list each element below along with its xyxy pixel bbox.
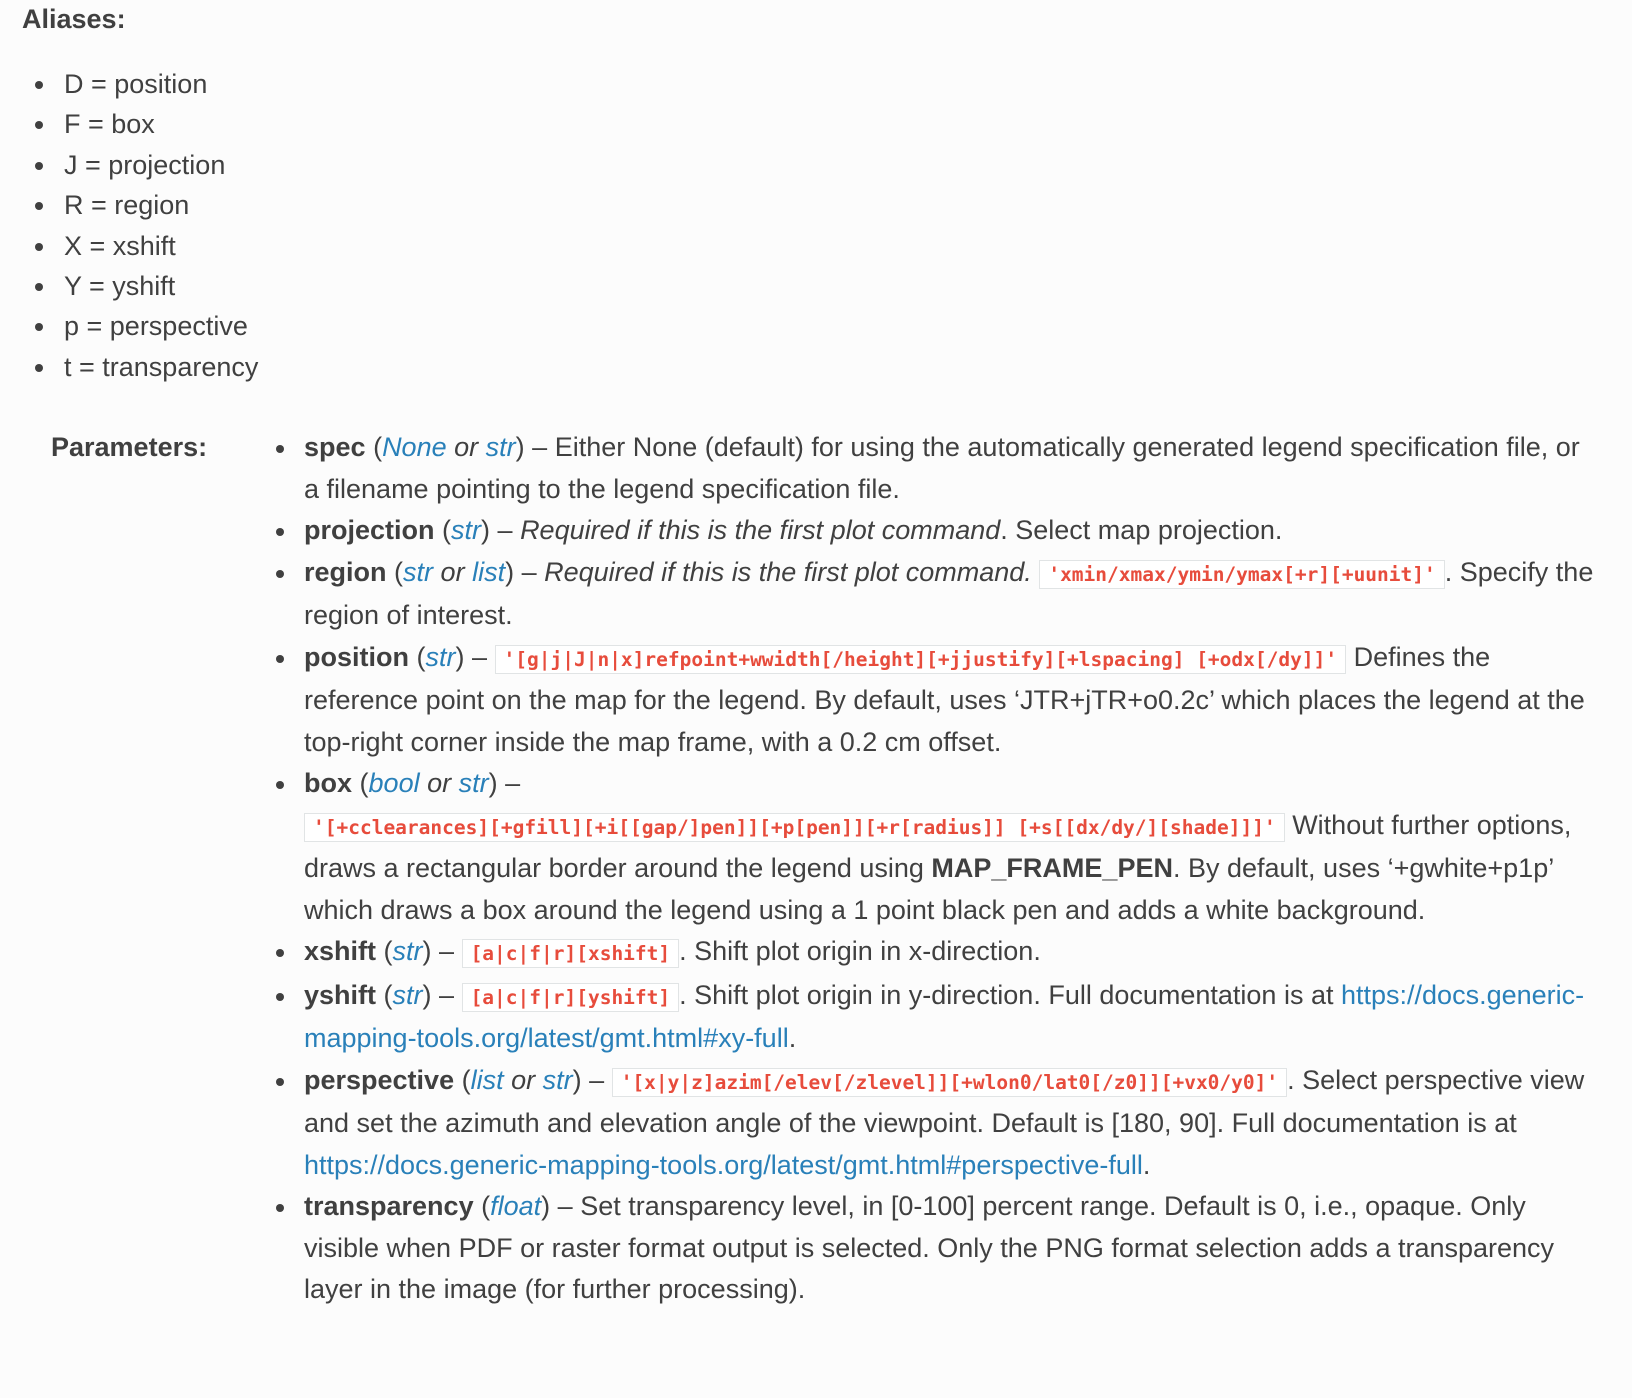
type-link[interactable]: str xyxy=(392,936,423,966)
paren: ( xyxy=(359,768,369,798)
param-region xyxy=(304,552,1594,637)
paren: ) xyxy=(541,1191,551,1221)
dash: – xyxy=(497,768,521,798)
or-text: or xyxy=(454,432,479,462)
paren: ( xyxy=(373,432,383,462)
param-name: xshift xyxy=(304,936,377,966)
param-name: projection xyxy=(304,515,435,545)
param-xshift xyxy=(304,931,1594,975)
or-text: or xyxy=(427,768,452,798)
type-link[interactable]: list xyxy=(472,556,506,587)
paren: ( xyxy=(394,556,404,587)
param-perspective xyxy=(304,1060,1594,1187)
param-yshift xyxy=(304,975,1594,1060)
paren: ( xyxy=(383,979,393,1010)
type-link[interactable]: str xyxy=(451,515,482,545)
paren: ) xyxy=(481,515,491,545)
param-desc: . Shift plot origin in y-direction. Full documentation is at xyxy=(679,979,1334,1010)
param-desc: . Select map projection. xyxy=(1000,515,1283,545)
dash: – xyxy=(581,1064,612,1095)
paren: ( xyxy=(481,1191,491,1221)
param-transparency xyxy=(304,1186,1594,1311)
type-link[interactable]: bool xyxy=(368,768,420,798)
param-projection xyxy=(304,510,1594,552)
paren: ( xyxy=(383,936,393,966)
aliases-title: Aliases: xyxy=(22,4,126,34)
paren: ( xyxy=(416,641,426,672)
type-link[interactable]: float xyxy=(490,1191,542,1221)
param-desc: . By default, uses ‘+gwhite+p1p’ which draws a box around the legend using a 1 point black pen and adds a white background. xyxy=(304,853,1554,925)
code-snippet: '[g|j|J|n|x]refpoint+wwidth[/height][+jjustify][+lspacing] [+odx[/dy]]' xyxy=(495,645,1347,674)
paren: ) xyxy=(455,641,465,672)
param-desc: . Select perspective view and set the azimuth and elevation angle of the viewpoint. Default is [180, 90]. Full documentation is at xyxy=(304,1064,1585,1138)
code-snippet: [a|c|f|r][yshift] xyxy=(462,983,680,1012)
dash: – xyxy=(524,432,555,462)
type-link[interactable]: None xyxy=(382,432,447,462)
param-name: transparency xyxy=(304,1191,474,1221)
type-link[interactable]: str xyxy=(458,768,489,798)
type-link[interactable]: str xyxy=(392,979,423,1010)
dash: – xyxy=(514,556,545,587)
alias-item: R = region xyxy=(64,185,258,225)
period: . xyxy=(1142,1149,1151,1180)
code-snippet: '[x|y|z]azim[/elev[/zlevel]][+wlon0/lat0[/z0]][+vx0/y0]' xyxy=(612,1068,1287,1097)
paren: ( xyxy=(461,1064,471,1095)
paren: ) xyxy=(488,768,498,798)
type-link[interactable]: list xyxy=(470,1064,504,1095)
dash: – xyxy=(431,979,462,1010)
period: . xyxy=(788,1023,797,1053)
param-desc: . Specify the region of interest. xyxy=(304,556,1594,630)
code-snippet: [a|c|f|r][xshift] xyxy=(462,939,680,968)
aliases-list xyxy=(0,64,258,387)
param-spec xyxy=(304,427,1594,510)
param-desc: . Shift plot origin in x-direction. xyxy=(679,936,1041,966)
type-link[interactable]: str xyxy=(403,556,434,587)
param-name: position xyxy=(304,641,409,672)
param-desc: Set transparency level, in [0-100] percent range. Default is 0, i.e., opaque. Only visible when PDF or raster format output is selected. Only the PNG format selection adds a transparency layer in the image (for further processing). xyxy=(304,1191,1555,1304)
paren: ( xyxy=(442,515,452,545)
param-position xyxy=(304,637,1594,764)
param-name: yshift xyxy=(304,979,377,1010)
paren: ) xyxy=(422,936,432,966)
or-text: or xyxy=(511,1064,536,1095)
dash: – xyxy=(464,641,495,672)
dash: – xyxy=(431,936,462,966)
paren: ) xyxy=(505,556,515,587)
alias-item: J = projection xyxy=(64,145,258,185)
param-desc: Without further options, draws a rectangular border around the legend using xyxy=(304,809,1572,883)
param-name: perspective xyxy=(304,1064,455,1095)
type-link[interactable]: str xyxy=(485,432,516,462)
param-desc: Defines the reference point on the map for the legend. By default, uses ‘JTR+jTR+o0.2c’ which places the legend at the top-right corner inside the map frame, with a 0.2 cm offset. xyxy=(304,641,1585,757)
config-name: MAP_FRAME_PEN xyxy=(931,853,1173,883)
paren: ) xyxy=(422,979,432,1010)
type-link[interactable]: str xyxy=(542,1064,573,1095)
dash: – xyxy=(490,515,521,545)
alias-item: F = box xyxy=(64,104,258,144)
code-snippet: '[+cclearances][+gfill][+i[[gap/]pen]][+p[pen]][+r[radius]] [+s[[dx/dy/][shade]]]' xyxy=(304,813,1285,842)
param-name: spec xyxy=(304,432,366,462)
alias-item: Y = yshift xyxy=(64,266,258,306)
param-desc: Either None (default) for using the automatically generated legend specification file, or a filename pointing to the legend specification file. xyxy=(304,432,1580,504)
param-box xyxy=(304,763,1594,931)
param-name: box xyxy=(304,768,353,798)
paren: ) xyxy=(515,432,525,462)
param-name: region xyxy=(304,556,387,587)
paren: ) xyxy=(572,1064,582,1095)
alias-item: X = xshift xyxy=(64,226,258,266)
or-text: or xyxy=(440,556,465,587)
doc-link[interactable]: https://docs.generic-mapping-tools.org/latest/gmt.html#perspective-full xyxy=(304,1149,1143,1180)
parameters-list xyxy=(304,427,1594,1311)
parameters-label: Parameters: xyxy=(51,432,208,462)
doc-link[interactable]: https://docs.generic-mapping-tools.org/latest/gmt.html#xy-full xyxy=(304,979,1585,1053)
alias-item: t = transparency xyxy=(64,347,258,387)
alias-item: p = perspective xyxy=(64,306,258,346)
dash: – xyxy=(550,1191,581,1221)
required-note: Required if this is the first plot command. xyxy=(544,556,1032,587)
code-snippet: 'xmin/xmax/ymin/ymax[+r][+uunit]' xyxy=(1039,560,1444,589)
type-link[interactable]: str xyxy=(425,641,456,672)
required-note: Required if this is the first plot command xyxy=(520,515,1001,545)
alias-item: D = position xyxy=(64,64,258,104)
